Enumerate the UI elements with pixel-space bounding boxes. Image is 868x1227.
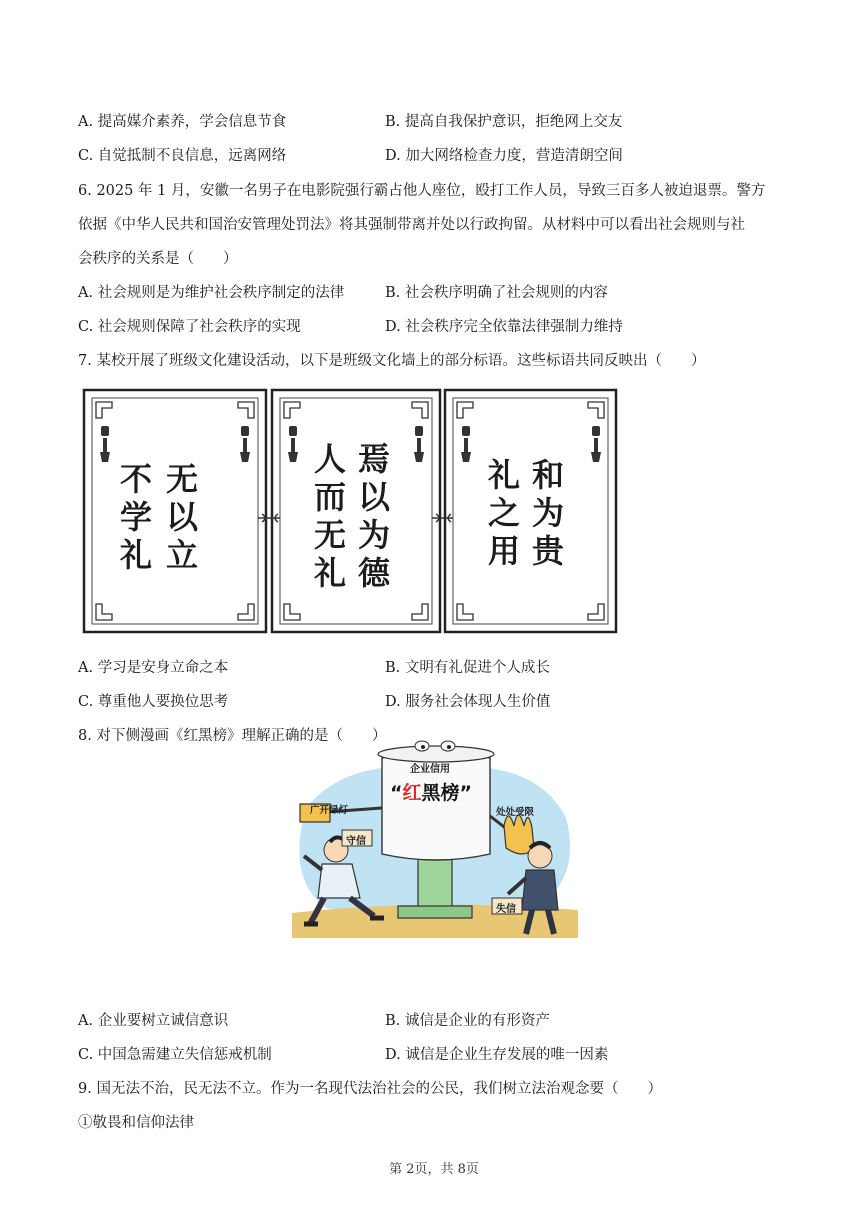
q6-stem-line3: 会秩序的关系是（ ） xyxy=(78,251,238,267)
trustworthy-tag: 守信 xyxy=(346,836,366,847)
page-footer: 第 2页，共 8页 xyxy=(389,1162,479,1177)
untrustworthy-tag: 失信 xyxy=(496,904,516,915)
scroll-char: 以 xyxy=(358,478,391,516)
q8-option-c: C. 中国急需建立失信惩戒机制 xyxy=(78,1047,272,1063)
scroll-char: 礼 xyxy=(488,456,521,494)
board-title-black: 黑榜 xyxy=(421,782,460,804)
board-quote-close: ” xyxy=(459,782,473,804)
scroll-1-col-left xyxy=(120,460,152,574)
scroll-2-col-left xyxy=(314,440,346,592)
scroll-3-col-left xyxy=(488,456,520,570)
scroll-char: 无 xyxy=(166,460,199,498)
scroll-char: 之 xyxy=(488,494,521,532)
q6-option-b: B. 社会秩序明确了社会规则的内容 xyxy=(385,285,608,301)
q6-stem-line2: 依据《中华人民共和国治安管理处罚法》将其强制带离并处以行政拘留。从材料中可以看出社会规则与社 xyxy=(78,217,745,233)
scroll-char: 焉 xyxy=(358,440,391,478)
q6-option-a: A. 社会规则是为维护社会秩序制定的法律 xyxy=(78,285,345,301)
q6-option-c: C. 社会规则保障了社会秩序的实现 xyxy=(78,319,301,335)
q7-option-c: C. 尊重他人要换位思考 xyxy=(78,694,229,710)
scroll-char: 立 xyxy=(166,536,199,574)
scroll-2-col-right xyxy=(358,440,390,592)
board-heading: 企业信用 xyxy=(410,764,450,775)
scroll-3-col-right xyxy=(532,456,564,570)
scroll-char: 而 xyxy=(314,478,347,516)
scroll-char: 礼 xyxy=(314,554,347,592)
scroll-2-text xyxy=(314,440,390,592)
board-title-red: 红 xyxy=(402,782,422,804)
scroll-char: 不 xyxy=(120,460,153,498)
q5-option-c: C. 自觉抵制不良信息，远离网络 xyxy=(78,148,287,164)
q5-option-b: B. 提高自我保护意识，拒绝网上交友 xyxy=(385,114,623,130)
board-title xyxy=(390,778,472,805)
scroll-char: 为 xyxy=(532,494,565,532)
q9-item-1: ①敬畏和信仰法律 xyxy=(78,1115,194,1131)
green-light-sign: 广开绿灯 xyxy=(310,805,349,816)
scroll-char: 德 xyxy=(358,554,391,592)
q7-stem: 7. 某校开展了班级文化建设活动，以下是班级文化墙上的部分标语。这些标语共同反映出（ ） xyxy=(78,353,706,369)
scroll-char: 人 xyxy=(314,440,347,478)
q6-stem-line1: 6. 2025 年 1 月，安徽一名男子在电影院强行霸占他人座位，殴打工作人员，导致三百多人被迫退票。警方 xyxy=(78,183,766,199)
scroll-char: 用 xyxy=(488,532,521,570)
q9-stem: 9. 国无法不治，民无法不立。作为一名现代法治社会的公民，我们树立法治观念要（ ） xyxy=(78,1081,662,1097)
scroll-char: 无 xyxy=(314,516,347,554)
scroll-1-col-right xyxy=(166,460,198,574)
q5-option-d: D. 加大网络检查力度，营造清朗空间 xyxy=(385,148,623,164)
q8-option-a: A. 企业要树立诚信意识 xyxy=(78,1013,229,1029)
scroll-3-text xyxy=(488,456,564,570)
q8-stem: 8. 对下侧漫画《红黑榜》理解正确的是（ ） xyxy=(78,728,387,744)
q7-option-b: B. 文明有礼促进个人成长 xyxy=(385,660,550,676)
q5-option-a: A. 提高媒介素养，学会信息节食 xyxy=(78,114,287,130)
scroll-1-text xyxy=(120,460,198,574)
q8-option-d: D. 诚信是企业生存发展的唯一因素 xyxy=(385,1047,609,1063)
board-quote-open: “ xyxy=(390,782,403,804)
scroll-char: 学 xyxy=(120,498,153,536)
scroll-char: 以 xyxy=(166,498,199,536)
q8-option-b: B. 诚信是企业的有形资产 xyxy=(385,1013,550,1029)
q6-option-d: D. 社会秩序完全依靠法律强制力维持 xyxy=(385,319,623,335)
scroll-char: 礼 xyxy=(120,536,153,574)
scroll-char: 为 xyxy=(358,516,391,554)
q7-option-d: D. 服务社会体现人生价值 xyxy=(385,694,551,710)
restricted-sign: 处处受限 xyxy=(496,807,535,818)
scroll-char: 和 xyxy=(532,456,565,494)
scroll-char: 贵 xyxy=(532,532,565,570)
slogan-scrolls-figure xyxy=(82,388,618,634)
red-black-list-cartoon xyxy=(286,738,582,940)
q7-option-a: A. 学习是安身立命之本 xyxy=(78,660,229,676)
